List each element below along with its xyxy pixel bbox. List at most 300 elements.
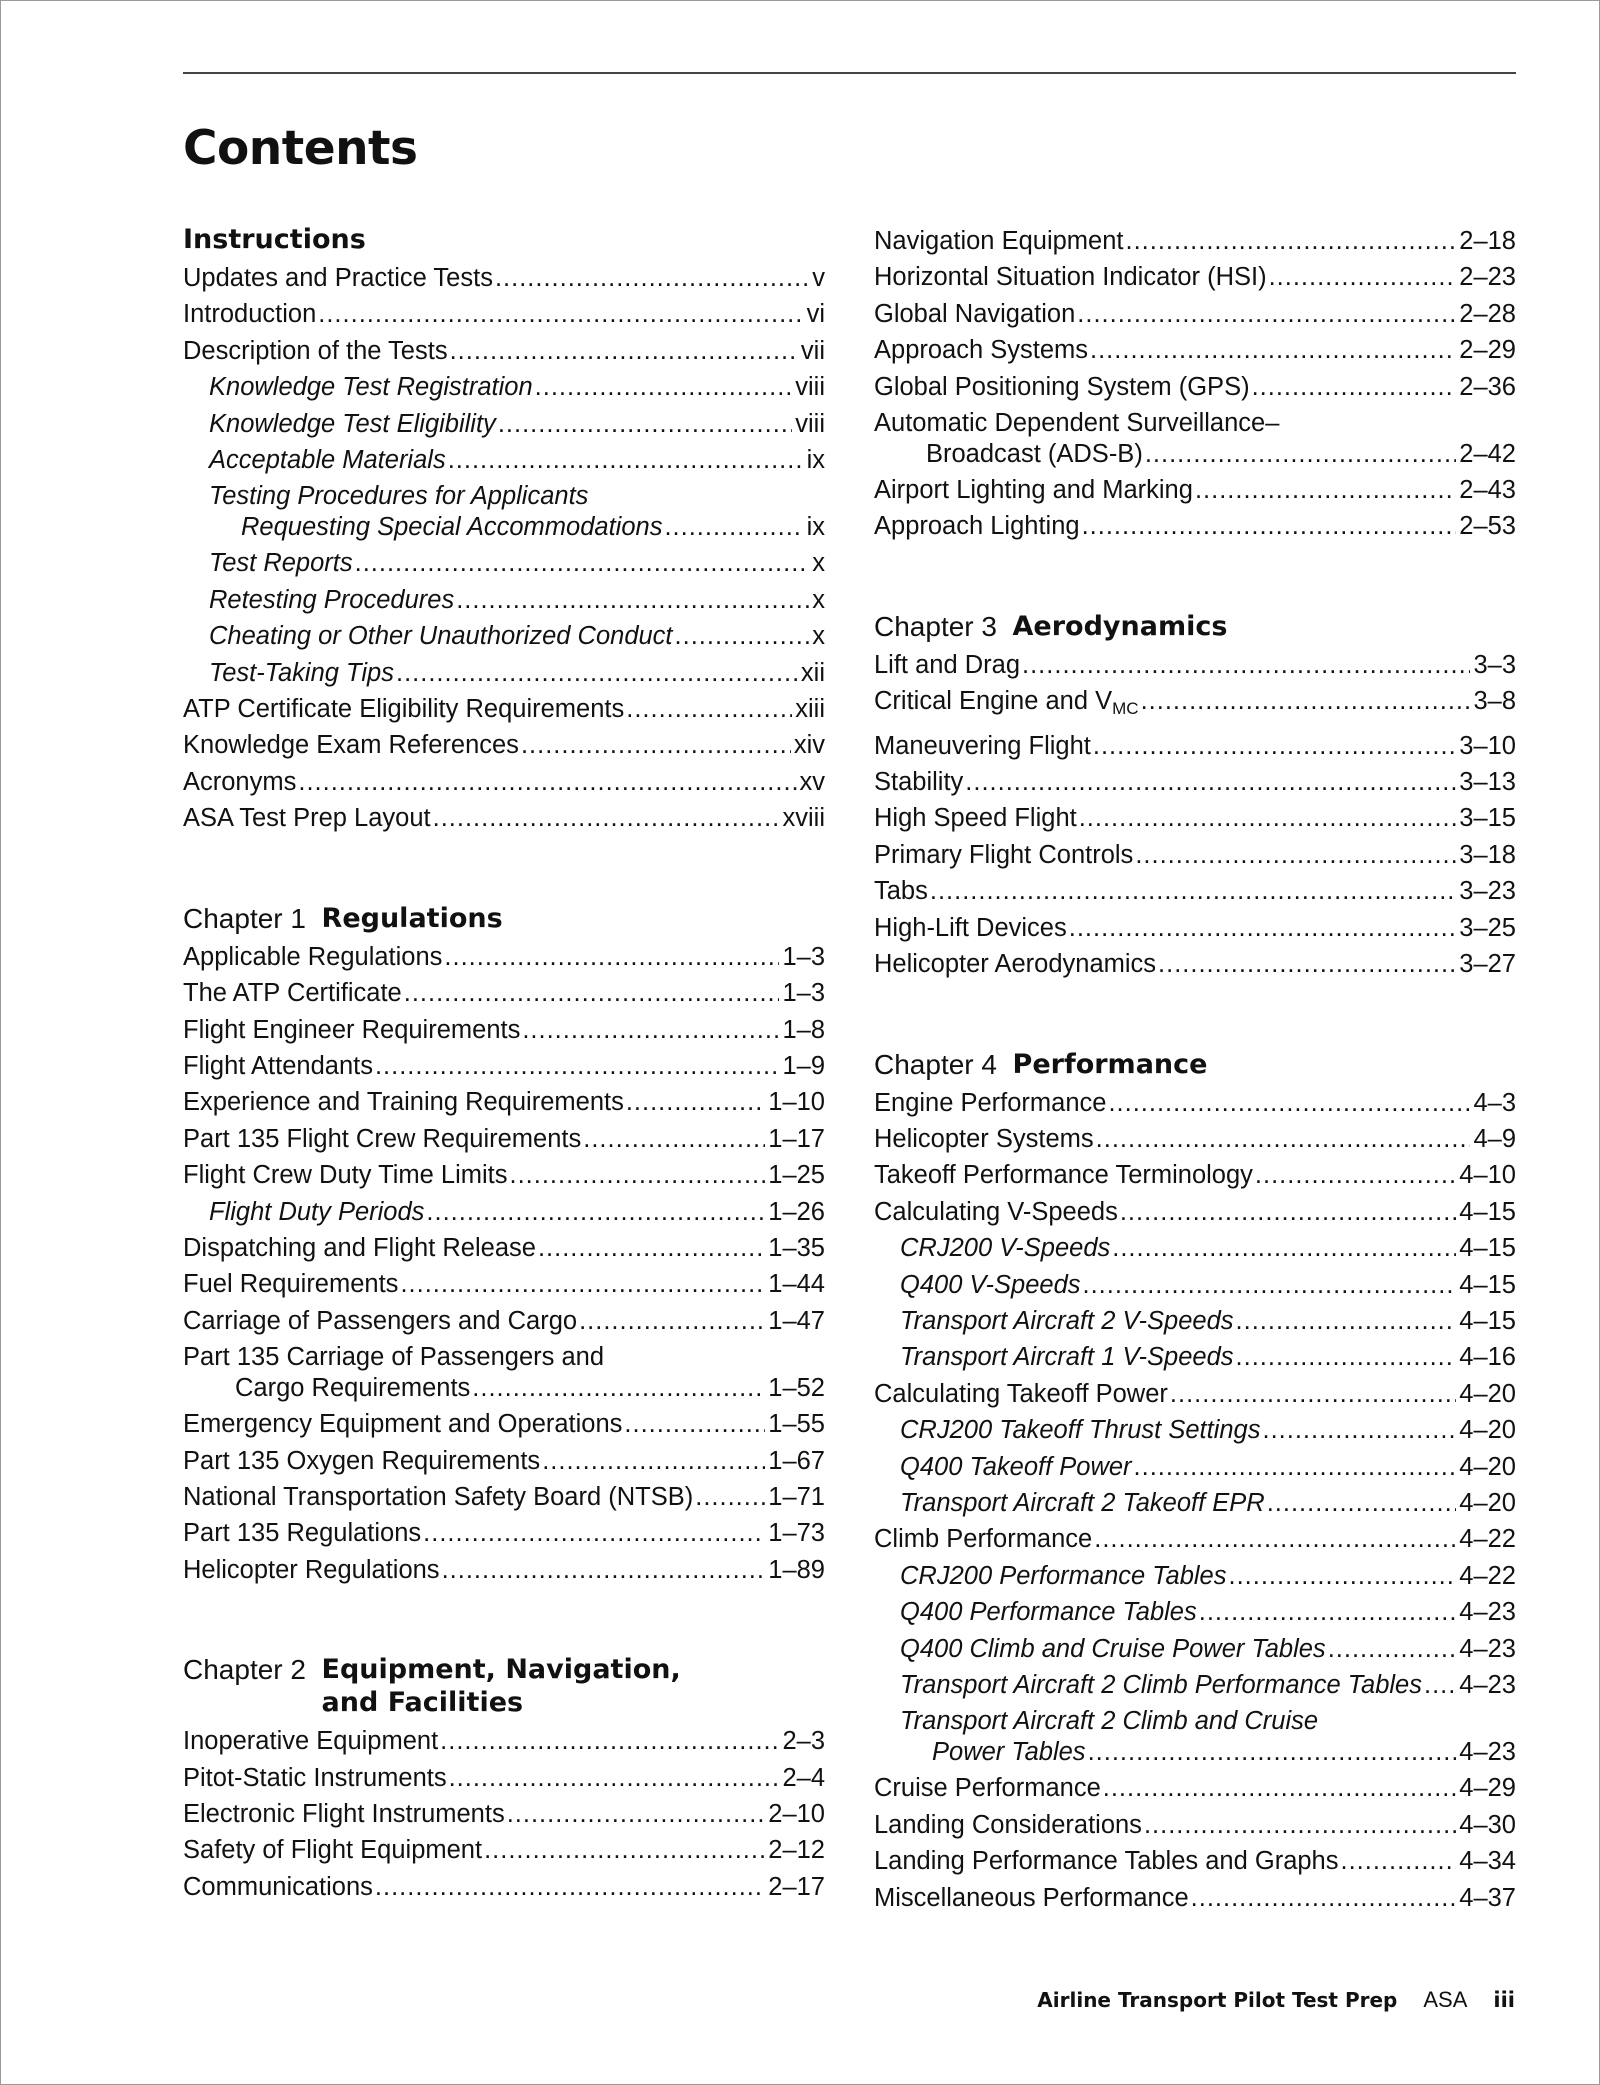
- section-heading-title: Instructions: [183, 224, 366, 255]
- toc-list: [183, 260, 825, 837]
- leader-dots: [1108, 1085, 1470, 1121]
- toc-entry-label: Transport Aircraft 2 Takeoff EPR: [900, 1488, 1265, 1517]
- toc-entry[interactable]: [874, 1807, 1516, 1843]
- chapter-heading: [183, 1653, 825, 1719]
- leader-dots: [456, 582, 809, 618]
- toc-entry-label-text: Critical Engine and V: [874, 687, 1113, 716]
- toc-entry-page: 2–12: [768, 1836, 825, 1865]
- toc-entry-page: 2–29: [1459, 336, 1516, 365]
- leader-dots: [664, 512, 803, 543]
- chapter-number: Chapter 1: [183, 902, 306, 934]
- toc-subentry[interactable]: [874, 1412, 1516, 1448]
- toc-entry-label: Pitot-Static Instruments: [183, 1763, 447, 1792]
- leader-dots: [1134, 1449, 1457, 1485]
- leader-dots: [442, 1552, 766, 1588]
- toc-entry-label: Stability: [874, 768, 964, 797]
- toc-entry[interactable]: [183, 333, 825, 369]
- toc-entry[interactable]: [183, 1084, 825, 1120]
- toc-entry-page: 3–10: [1459, 731, 1516, 760]
- toc-entry[interactable]: [874, 508, 1516, 544]
- toc-entry-page: 4–10: [1459, 1161, 1516, 1190]
- toc-entry-label: Landing Performance Tables and Graphs: [874, 1847, 1339, 1876]
- toc-entry-label: Flight Attendants: [183, 1051, 373, 1080]
- leader-dots: [1144, 1807, 1456, 1843]
- leader-dots: [1269, 259, 1457, 295]
- leader-dots: [507, 1796, 766, 1832]
- toc-entry[interactable]: [874, 1376, 1516, 1412]
- toc-entry-label: Navigation Equipment: [874, 227, 1124, 255]
- leader-dots: [1228, 1558, 1456, 1594]
- toc-entry-page: 4–15: [1459, 1270, 1516, 1299]
- toc-entry-page: 1–35: [768, 1233, 825, 1262]
- leader-dots: [298, 764, 796, 800]
- toc-entry-page: 4–15: [1459, 1234, 1516, 1263]
- leader-dots: [444, 939, 779, 975]
- toc-entry[interactable]: [183, 1012, 825, 1048]
- toc-entry-page: 2–36: [1459, 372, 1516, 401]
- toc-entry-label: Cheating or Other Unauthorized Conduct: [209, 622, 673, 651]
- page-footer: [1037, 1987, 1515, 2013]
- toc-entry-label: Transport Aircraft 2 V-Speeds: [900, 1306, 1234, 1335]
- toc-entry-page: viii: [795, 373, 825, 402]
- leader-dots: [1236, 1339, 1457, 1375]
- leader-dots: [583, 1121, 765, 1157]
- leader-dots: [1103, 1770, 1457, 1806]
- leader-dots: [1069, 910, 1457, 946]
- toc-entry-page: 2–43: [1459, 476, 1516, 505]
- chapter-heading: [183, 902, 825, 935]
- toc-entry[interactable]: [874, 1843, 1516, 1879]
- toc-entry[interactable]: [874, 1521, 1516, 1557]
- toc-subentry[interactable]: [874, 1230, 1516, 1266]
- toc-entry[interactable]: [874, 1194, 1516, 1230]
- toc-entry[interactable]: [874, 946, 1516, 982]
- toc-entry-label: Horizontal Situation Indicator (HSI): [874, 263, 1267, 292]
- toc-entry-label: Calculating V-Speeds: [874, 1197, 1118, 1226]
- leader-dots: [484, 1832, 765, 1868]
- toc-entry-page: 4–16: [1459, 1343, 1516, 1372]
- toc-entry-page: 3–25: [1459, 913, 1516, 942]
- toc-column-left: [183, 223, 825, 1970]
- toc-subentry[interactable]: [874, 1485, 1516, 1521]
- toc-subentry[interactable]: [183, 369, 825, 405]
- toc-entry[interactable]: [874, 1085, 1516, 1121]
- leader-dots: [1263, 1412, 1457, 1448]
- leader-dots: [1424, 1667, 1456, 1703]
- leader-dots: [1158, 946, 1456, 982]
- leader-dots: [1079, 800, 1457, 836]
- toc-entry-page: xviii: [782, 804, 825, 833]
- chapter-heading: [874, 610, 1516, 643]
- toc-subentry[interactable]: [183, 1194, 825, 1230]
- toc-entry-label: Automatic Dependent Surveillance–: [874, 409, 1280, 438]
- toc-entry[interactable]: [183, 1048, 825, 1084]
- footer-publisher: ASA: [1423, 1987, 1468, 2012]
- toc-entry[interactable]: [183, 1443, 825, 1479]
- section-chapter-4: [874, 1048, 1516, 1917]
- toc-entry-page: 4–23: [1459, 1738, 1516, 1767]
- toc-entry-page: 3–23: [1459, 877, 1516, 906]
- toc-entry-label: Knowledge Test Registration: [209, 373, 533, 402]
- chapter-title: Regulations: [321, 902, 503, 934]
- toc-entry[interactable]: [183, 727, 825, 763]
- toc-entry-page: 1–17: [768, 1124, 825, 1153]
- toc-entry-page: 4–23: [1459, 1634, 1516, 1663]
- toc-entry[interactable]: [874, 472, 1516, 508]
- toc-entry-label: Engine Performance: [874, 1088, 1107, 1117]
- toc-entry-multiline[interactable]: [874, 408, 1516, 470]
- toc-entry[interactable]: [874, 296, 1516, 332]
- toc-entry-page: 3–15: [1459, 804, 1516, 833]
- toc-entry-page: 4–34: [1459, 1847, 1516, 1876]
- toc-entry[interactable]: [183, 1157, 825, 1193]
- page-title: Contents: [183, 121, 418, 176]
- section-heading: [183, 223, 825, 256]
- toc-entry-page: 1–52: [768, 1374, 825, 1403]
- leader-dots: [1088, 1737, 1457, 1768]
- leader-dots: [1135, 837, 1456, 873]
- toc-entry-label: Knowledge Exam References: [183, 731, 519, 760]
- toc-entry-label: Q400 V-Speeds: [900, 1270, 1081, 1299]
- toc-entry[interactable]: [183, 1723, 825, 1759]
- toc-entry-page: 2–28: [1459, 299, 1516, 328]
- toc-entry-label: The ATP Certificate: [183, 979, 402, 1008]
- toc-entry[interactable]: [874, 683, 1516, 727]
- toc-subentry[interactable]: [874, 1631, 1516, 1667]
- toc-entry-page: 4–29: [1459, 1774, 1516, 1803]
- toc-entry[interactable]: [874, 873, 1516, 909]
- footer-book-title: Airline Transport Pilot Test Prep: [1037, 1988, 1398, 2012]
- leader-dots: [448, 442, 804, 478]
- chapter-heading: [874, 1048, 1516, 1081]
- toc-entry[interactable]: [183, 1515, 825, 1551]
- toc-entry[interactable]: [183, 1266, 825, 1302]
- toc-subentry[interactable]: [874, 1303, 1516, 1339]
- toc-entry-page: 4–23: [1459, 1671, 1516, 1699]
- toc-entry-page: 2–17: [768, 1872, 825, 1901]
- toc-entry-page: 1–3: [782, 979, 825, 1008]
- toc-entry[interactable]: [874, 1157, 1516, 1193]
- toc-entry[interactable]: [183, 1760, 825, 1796]
- toc-entry-page: 1–47: [768, 1306, 825, 1335]
- toc-entry-label: Part 135 Regulations: [183, 1519, 422, 1548]
- toc-entry-label: Testing Procedures for Applicants: [209, 482, 589, 511]
- toc-entry-label: Maneuvering Flight: [874, 731, 1091, 760]
- toc-entry-page: vii: [800, 336, 825, 365]
- toc-subentry-multiline[interactable]: [874, 1706, 1516, 1768]
- toc-entry[interactable]: [183, 1796, 825, 1832]
- toc-entry-label: Flight Crew Duty Time Limits: [183, 1161, 508, 1190]
- toc-entry-page: 1–8: [782, 1015, 825, 1044]
- toc-entry-label: High Speed Flight: [874, 804, 1077, 833]
- leader-dots: [1090, 332, 1456, 368]
- leader-dots: [355, 545, 810, 581]
- toc-entry-page: 2–4: [782, 1763, 825, 1792]
- toc-subentry[interactable]: [874, 1667, 1516, 1703]
- toc-entry-label: Primary Flight Controls: [874, 840, 1134, 869]
- leader-dots: [396, 655, 798, 691]
- toc-entry-page: 2–23: [1459, 263, 1516, 292]
- toc-entry-label: Introduction: [183, 300, 317, 329]
- toc-entry[interactable]: [874, 837, 1516, 873]
- toc-entry[interactable]: [183, 1406, 825, 1442]
- leader-dots: [450, 333, 798, 369]
- toc-entry-page: 3–13: [1459, 768, 1516, 797]
- toc-entry-page: 3–8: [1473, 687, 1516, 716]
- toc-entry-label: Communications: [183, 1872, 373, 1901]
- toc-entry-label: Tabs: [874, 877, 928, 906]
- toc-entry-page: viii: [795, 409, 825, 438]
- toc-entry-page: 4–20: [1459, 1416, 1516, 1445]
- toc-entry-page: xiii: [795, 695, 825, 724]
- toc-entry-label: Dispatching and Flight Release: [183, 1233, 536, 1262]
- toc-entry-label-continued: Requesting Special Accommodations: [241, 513, 663, 542]
- toc-entry-page: 2–10: [768, 1800, 825, 1828]
- leader-dots: [433, 800, 780, 836]
- toc-entry[interactable]: [874, 332, 1516, 368]
- leader-dots: [522, 1012, 779, 1048]
- toc-entry-page: ix: [806, 446, 825, 475]
- toc-subentry[interactable]: [183, 655, 825, 691]
- leader-dots: [495, 260, 809, 296]
- toc-subentry[interactable]: [874, 1449, 1516, 1485]
- leader-dots: [1195, 472, 1456, 508]
- toc-entry-page: xiv: [793, 731, 825, 760]
- toc-entry[interactable]: [874, 1770, 1516, 1806]
- toc-entry-page: 4–23: [1459, 1598, 1516, 1627]
- toc-column-right: [874, 223, 1516, 1981]
- leader-dots: [1328, 1631, 1457, 1667]
- toc-entry-label: Global Navigation: [874, 299, 1076, 328]
- toc-subentry[interactable]: [183, 545, 825, 581]
- leader-dots: [1236, 1303, 1457, 1339]
- toc-entry[interactable]: [183, 939, 825, 975]
- toc-entry-label: Helicopter Regulations: [183, 1555, 440, 1584]
- toc-entry-label: Q400 Performance Tables: [900, 1598, 1197, 1627]
- leader-dots: [1191, 1880, 1457, 1916]
- toc-entry-page: 4–37: [1459, 1883, 1516, 1912]
- leader-dots: [375, 1869, 765, 1905]
- toc-entry-label: Fuel Requirements: [183, 1270, 399, 1299]
- toc-entry[interactable]: [183, 764, 825, 800]
- toc-entry[interactable]: [874, 223, 1516, 259]
- toc-entry-label: Retesting Procedures: [209, 585, 455, 614]
- toc-list: [874, 647, 1516, 983]
- toc-entry-label: CRJ200 V-Speeds: [900, 1234, 1111, 1263]
- toc-entry-page: 4–30: [1459, 1810, 1516, 1839]
- section-chapter-3: [874, 610, 1516, 983]
- toc-entry[interactable]: [183, 691, 825, 727]
- section-chapter-1: [183, 902, 825, 1589]
- toc-entry-page: 3–27: [1459, 950, 1516, 979]
- toc-entry-label-continued: Cargo Requirements: [235, 1374, 471, 1403]
- toc-list: [183, 939, 825, 1589]
- leader-dots: [1341, 1843, 1457, 1879]
- chapter-title: Performance: [1012, 1048, 1208, 1080]
- toc-entry-label: Electronic Flight Instruments: [183, 1800, 505, 1828]
- toc-entry[interactable]: [183, 800, 825, 836]
- toc-entry-page: 3–18: [1459, 840, 1516, 869]
- toc-entry-label: Cruise Performance: [874, 1774, 1101, 1803]
- toc-entry-label: Helicopter Aerodynamics: [874, 950, 1157, 979]
- leader-dots: [930, 873, 1456, 909]
- leader-dots: [449, 1760, 780, 1796]
- toc-subentry[interactable]: [874, 1558, 1516, 1594]
- toc-subentry[interactable]: [183, 618, 825, 654]
- toc-entry-label: Transport Aircraft 2 Climb Performance Tables: [900, 1671, 1422, 1699]
- toc-entry[interactable]: [183, 1121, 825, 1157]
- toc-entry-label: Q400 Takeoff Power: [900, 1452, 1132, 1481]
- toc-entry[interactable]: [874, 800, 1516, 836]
- chapter-number: Chapter 3: [874, 610, 997, 642]
- toc-entry-label: Airport Lighting and Marking: [874, 476, 1193, 505]
- leader-dots: [375, 1048, 779, 1084]
- leader-dots: [521, 727, 791, 763]
- leader-dots: [1170, 1376, 1456, 1412]
- leader-dots: [472, 1373, 765, 1404]
- top-rule: [183, 72, 1516, 74]
- toc-entry-label: Safety of Flight Equipment: [183, 1836, 483, 1865]
- toc-entry[interactable]: [183, 1869, 825, 1905]
- toc-entry-label: CRJ200 Performance Tables: [900, 1561, 1227, 1590]
- toc-entry[interactable]: [183, 1303, 825, 1339]
- toc-entry[interactable]: [183, 975, 825, 1011]
- toc-entry[interactable]: [874, 259, 1516, 295]
- leader-dots: [1120, 1194, 1456, 1230]
- toc-entry-label: Part 135 Carriage of Passengers and: [183, 1343, 604, 1372]
- leader-dots: [538, 1230, 765, 1266]
- toc-entry-label: Transport Aircraft 1 V-Speeds: [900, 1343, 1234, 1372]
- toc-entry-page: 4–20: [1459, 1488, 1516, 1517]
- toc-entry-label: Lift and Drag: [874, 650, 1021, 679]
- toc-entry-label: Approach Lighting: [874, 512, 1080, 541]
- toc-entry-page: 1–9: [782, 1051, 825, 1080]
- leader-dots: [1093, 728, 1456, 764]
- subscript: MC: [1112, 699, 1139, 719]
- leader-dots: [1267, 1485, 1457, 1521]
- toc-entry[interactable]: [874, 1880, 1516, 1916]
- chapter-title: Equipment, Navigation, and Facilities: [321, 1654, 681, 1719]
- leader-dots: [1083, 1267, 1457, 1303]
- toc-entry[interactable]: [874, 910, 1516, 946]
- leader-dots: [675, 618, 810, 654]
- toc-entry-page: 4–22: [1459, 1561, 1516, 1590]
- toc-entry-page: 2–18: [1459, 227, 1516, 255]
- leader-dots: [1094, 1521, 1456, 1557]
- footer-page-number: iii: [1493, 1988, 1515, 2012]
- toc-entry-page: x: [812, 622, 825, 651]
- toc-entry-page: 4–3: [1473, 1088, 1516, 1117]
- leader-dots: [965, 764, 1456, 800]
- toc-entry-label: Landing Considerations: [874, 1810, 1142, 1839]
- chapter-number: Chapter 2: [183, 1654, 306, 1686]
- toc-entry-label: Flight Duty Periods: [209, 1197, 425, 1226]
- toc-entry-page: 4–15: [1459, 1306, 1516, 1335]
- toc-entry[interactable]: [183, 296, 825, 332]
- leader-dots: [695, 1479, 765, 1515]
- toc-entry-page: 1–3: [782, 942, 825, 971]
- toc-entry[interactable]: [874, 764, 1516, 800]
- toc-entry[interactable]: [183, 1230, 825, 1266]
- toc-entry[interactable]: [183, 1832, 825, 1868]
- toc-entry-label: Calculating Takeoff Power: [874, 1379, 1168, 1408]
- toc-entry-page: xii: [800, 658, 825, 687]
- toc-entry-page: 4–20: [1459, 1452, 1516, 1481]
- toc-entry-page: xv: [799, 767, 825, 796]
- toc-entry[interactable]: [183, 260, 825, 296]
- leader-dots: [626, 1084, 765, 1120]
- toc-entry[interactable]: [874, 1121, 1516, 1157]
- toc-subentry[interactable]: [183, 582, 825, 618]
- toc-subentry-multiline[interactable]: [183, 481, 825, 543]
- toc-entry[interactable]: [874, 369, 1516, 405]
- toc-entry-label: Experience and Training Requirements: [183, 1088, 624, 1117]
- leader-dots: [626, 691, 792, 727]
- leader-dots: [535, 369, 793, 405]
- toc-entry-page: 1–44: [768, 1270, 825, 1299]
- toc-entry-label: Miscellaneous Performance: [874, 1883, 1189, 1912]
- section-instructions: [183, 223, 825, 837]
- toc-entry-label: Part 135 Oxygen Requirements: [183, 1446, 541, 1475]
- leader-dots: [579, 1303, 765, 1339]
- toc-entry-label: Approach Systems: [874, 336, 1089, 365]
- leader-dots: [624, 1406, 765, 1442]
- toc-list: [874, 1085, 1516, 1917]
- leader-dots: [423, 1515, 765, 1551]
- leader-dots: [1252, 369, 1457, 405]
- toc-entry-multiline[interactable]: [183, 1342, 825, 1404]
- leader-dots: [498, 406, 792, 442]
- leader-dots: [509, 1157, 765, 1193]
- toc-entry-label: [874, 683, 1139, 727]
- toc-list: [183, 1723, 825, 1905]
- toc-entry-label-continued: Power Tables: [932, 1738, 1086, 1767]
- toc-entry-label: Q400 Climb and Cruise Power Tables: [900, 1634, 1326, 1663]
- toc-entry[interactable]: [183, 1552, 825, 1588]
- toc-entry[interactable]: [183, 1479, 825, 1515]
- toc-entry-page: 3–3: [1473, 650, 1516, 679]
- toc-entry-page: 2–42: [1459, 440, 1516, 469]
- toc-entry-page: v: [812, 264, 825, 292]
- toc-entry-label: Emergency Equipment and Operations: [183, 1410, 623, 1439]
- toc-entry[interactable]: [874, 647, 1516, 683]
- leader-dots: [542, 1443, 765, 1479]
- chapter-title: Aerodynamics: [1012, 610, 1228, 642]
- leader-dots: [1255, 1157, 1456, 1193]
- toc-entry-label: Acceptable Materials: [209, 446, 446, 475]
- toc-entry[interactable]: [874, 728, 1516, 764]
- toc-entry-page: 1–25: [768, 1161, 825, 1190]
- toc-subentry[interactable]: [183, 442, 825, 478]
- toc-entry-page: 1–10: [768, 1088, 825, 1117]
- toc-subentry[interactable]: [183, 406, 825, 442]
- toc-entry-page: x: [812, 585, 825, 614]
- toc-entry-page: 1–26: [768, 1197, 825, 1226]
- toc-entry-label: High-Lift Devices: [874, 913, 1067, 942]
- toc-subentry[interactable]: [874, 1594, 1516, 1630]
- leader-dots: [1096, 1121, 1471, 1157]
- toc-subentry[interactable]: [874, 1339, 1516, 1375]
- leader-dots: [318, 296, 803, 332]
- toc-entry-page: vi: [806, 300, 825, 329]
- leader-dots: [1112, 1230, 1456, 1266]
- toc-entry-page: 4–22: [1459, 1525, 1516, 1554]
- chapter-number: Chapter 4: [874, 1048, 997, 1080]
- toc-entry-label: Knowledge Test Eligibility: [209, 409, 496, 438]
- toc-entry-label: Helicopter Systems: [874, 1124, 1094, 1153]
- toc-entry-label: Test Reports: [209, 549, 353, 578]
- toc-subentry[interactable]: [874, 1267, 1516, 1303]
